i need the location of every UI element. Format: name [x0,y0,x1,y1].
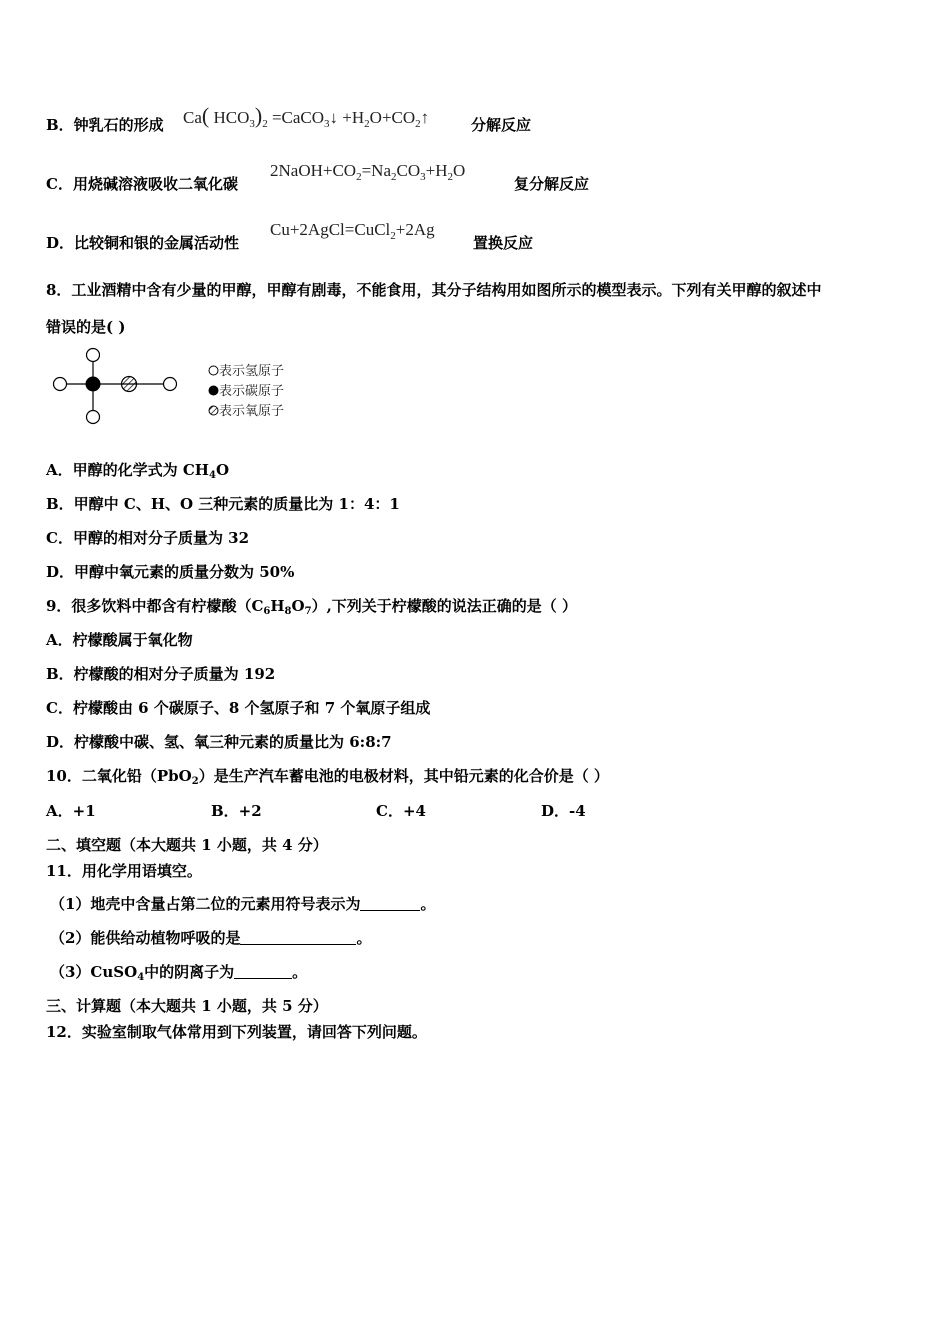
q8-option-b: B．甲醇中 C、H、O 三种元素的质量比为 1：4：1 [46,495,400,513]
q7-option-b [46,115,164,135]
q7-b-label: B．钟乳石的形成 [46,116,164,134]
q10-stem: 10．二氧化铅（PbO$_2$）是生产汽车蓄电池的电极材料，其中铅元素的化合价是（ ） [46,767,609,787]
q11-part1: （1）地壳中含量占第二位的元素用符号表示为 。 [50,895,436,913]
q9-stem: 9．很多饮料中都含有柠檬酸$(C_6H_8O_7)$,下列关于柠檬酸的说法正确的是（ ） [46,597,578,617]
oxygen-atom [122,377,137,392]
q7-d-equation: Cu+2AgCl=CuCl$_2$+2Ag [270,220,435,242]
carbon-atom [86,377,101,392]
section-2-heading: 二、填空题（本大题共 1 小题，共 4 分） [46,836,328,854]
q9-option-c: C．柠檬酸由 6 个碳原子、8 个氢原子和 7 个氧原子组成 [46,699,431,717]
q7-c-label: C．用烧碱溶液吸收二氧化碳 [46,175,238,193]
methanol-model-diagram [48,345,183,427]
q11-blank-3[interactable] [234,964,292,979]
section-3-heading: 三、计算题（本大题共 1 小题，共 5 分） [46,997,328,1015]
filled-circle-icon [208,385,219,396]
q11-blank-2[interactable] [240,930,356,945]
q7-c-reaction-type: 复分解反应 [514,175,590,193]
q10-option-b: B．+2 [211,802,262,820]
legend-hydrogen: 表示氢原子 [208,360,284,379]
q7-b-equation: Ca( $HCO_3)_2$ =CaCO$_3$↓ $+H_2O+CO_2↑$ [183,103,430,130]
q7-d-label: D．比较铜和银的金属活动性 [46,234,240,252]
q8-option-c: C．甲醇的相对分子质量为 32 [46,529,250,547]
q7-option-d [46,233,239,253]
q10-option-a: A．+1 [46,802,96,820]
q7-d-reaction-type: 置换反应 [473,234,534,252]
q7-c-equation: $2NaOH+CO_2=Na_2CO_3+H_2O$ [270,161,466,183]
q10-option-d: D．-4 [541,802,586,820]
legend-carbon: 表示碳原子 [208,380,284,399]
q9-option-d: D．柠檬酸中碳、氢、氧三种元素的质量比为 6:8:7 [46,733,392,751]
hydrogen-atom-top [87,349,100,362]
q9-option-b: B．柠檬酸的相对分子质量为 192 [46,665,276,683]
hydrogen-atom-right [164,378,177,391]
q7-b-reaction-type: 分解反应 [471,116,532,134]
q12-stem: 12．实验室制取气体常用到下列装置，请回答下列问题。 [46,1023,427,1041]
q7-option-c [46,174,238,194]
legend-oxygen: 表示氧原子 [208,400,284,419]
hydrogen-atom-left [54,378,67,391]
hollow-circle-icon [208,365,219,376]
hydrogen-atom-bottom [87,411,100,424]
q8-stem-line1: 8．工业酒精中含有少量的甲醇，甲醇有剧毒，不能食用，其分子结构用如图所示的模型表示。下列有关甲醇的叙述中 [46,281,822,299]
q9-option-a: A．柠檬酸属于氧化物 [46,631,193,649]
q8-stem-line2: 错误的是( ) [46,318,126,336]
q11-part3: （3）CuSO$_4$中的阴离子为 。 [50,963,308,983]
q11-blank-1[interactable] [360,896,420,911]
q8-option-d: D．甲醇中氧元素的质量分数为 50% [46,563,295,581]
q11-part2: （2）能供给动植物呼吸的是 。 [50,929,372,947]
hatched-circle-icon [208,405,219,416]
q10-option-c: C．+4 [376,802,426,820]
q8-option-a: A．甲醇的化学式为 $CH_4O$ [46,461,230,481]
q11-stem: 11．用化学用语填空。 [46,862,202,880]
